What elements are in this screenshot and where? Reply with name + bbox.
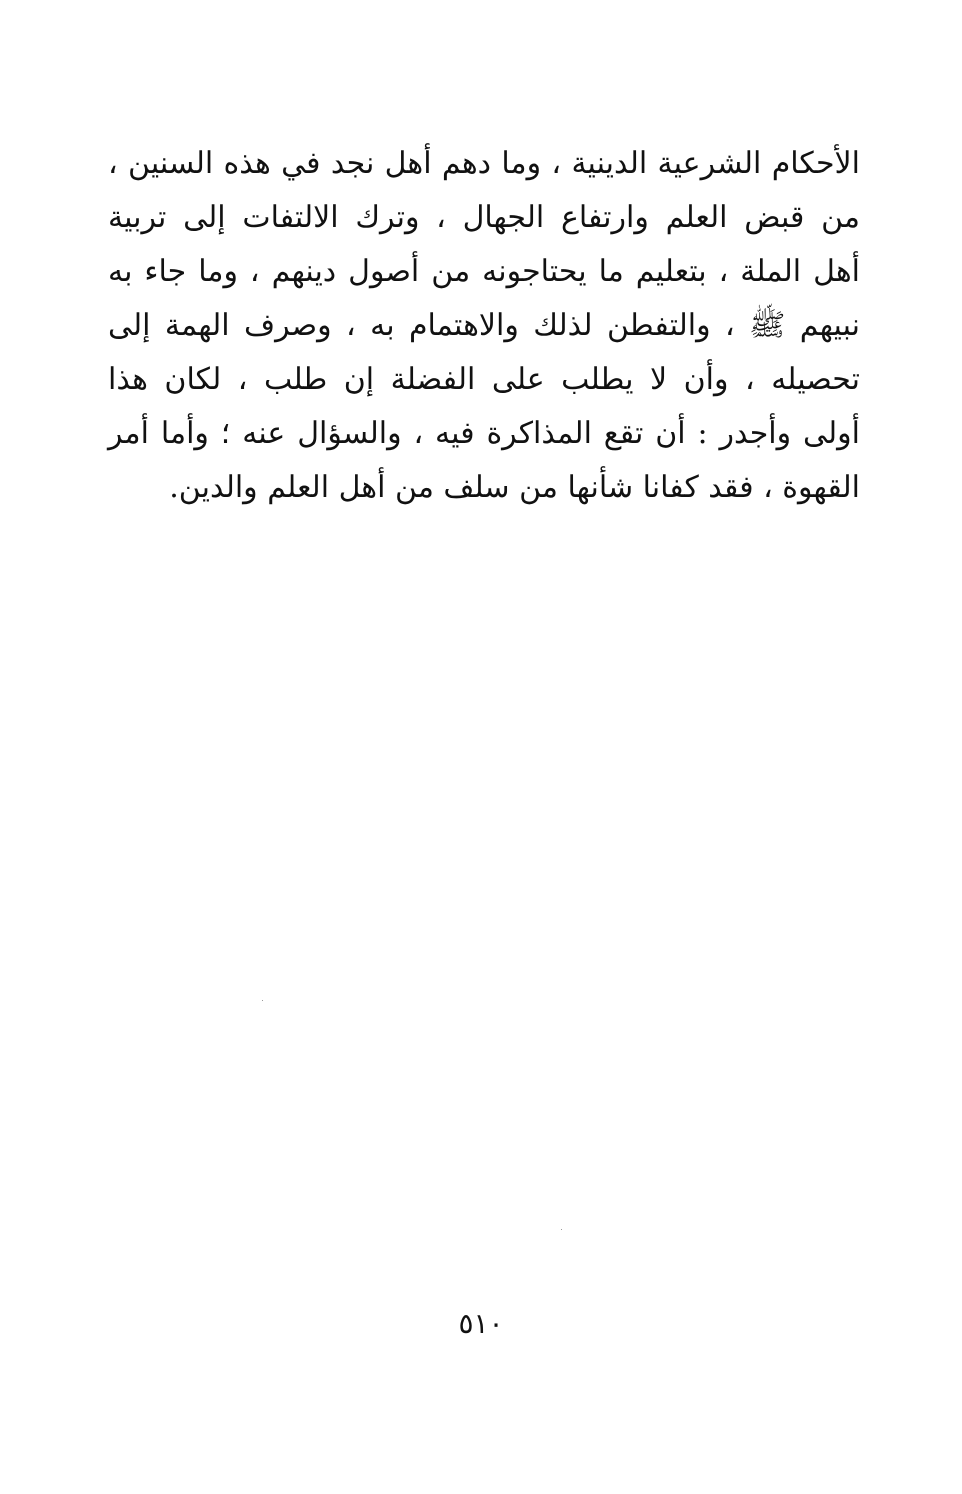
body-text bbox=[108, 137, 860, 515]
text-line: من قبض العلم وارتفاع الجهال ، وترك الالتفات إلى تربية bbox=[108, 200, 860, 235]
text-line: أهل الملة ، بتعليم ما يحتاجونه من أصول دينهم ، وما جاء به bbox=[108, 254, 860, 289]
text-line: تحصيله ، وأن لا يطلب على الفضلة إن طلب ، لكان هذا bbox=[108, 362, 860, 397]
text-line: أولى وأجدر : أن تقع المذاكرة فيه ، والسؤال عنه ؛ وأما أمر bbox=[108, 416, 860, 451]
scan-speck bbox=[561, 1229, 562, 1230]
text-line: الأحكام الشرعية الدينية ، وما دهم أهل نجد في هذه السنين ، bbox=[108, 146, 860, 181]
scan-speck bbox=[262, 1000, 263, 1001]
text-line: القهوة ، فقد كفانا شأنها من سلف من أهل العلم والدين. bbox=[169, 470, 860, 505]
text-line: نبيهم ﷺ ، والتفطن لذلك والاهتمام به ، وصرف الهمة إلى bbox=[108, 308, 860, 343]
page-number: ٥١٠ bbox=[458, 1307, 504, 1340]
